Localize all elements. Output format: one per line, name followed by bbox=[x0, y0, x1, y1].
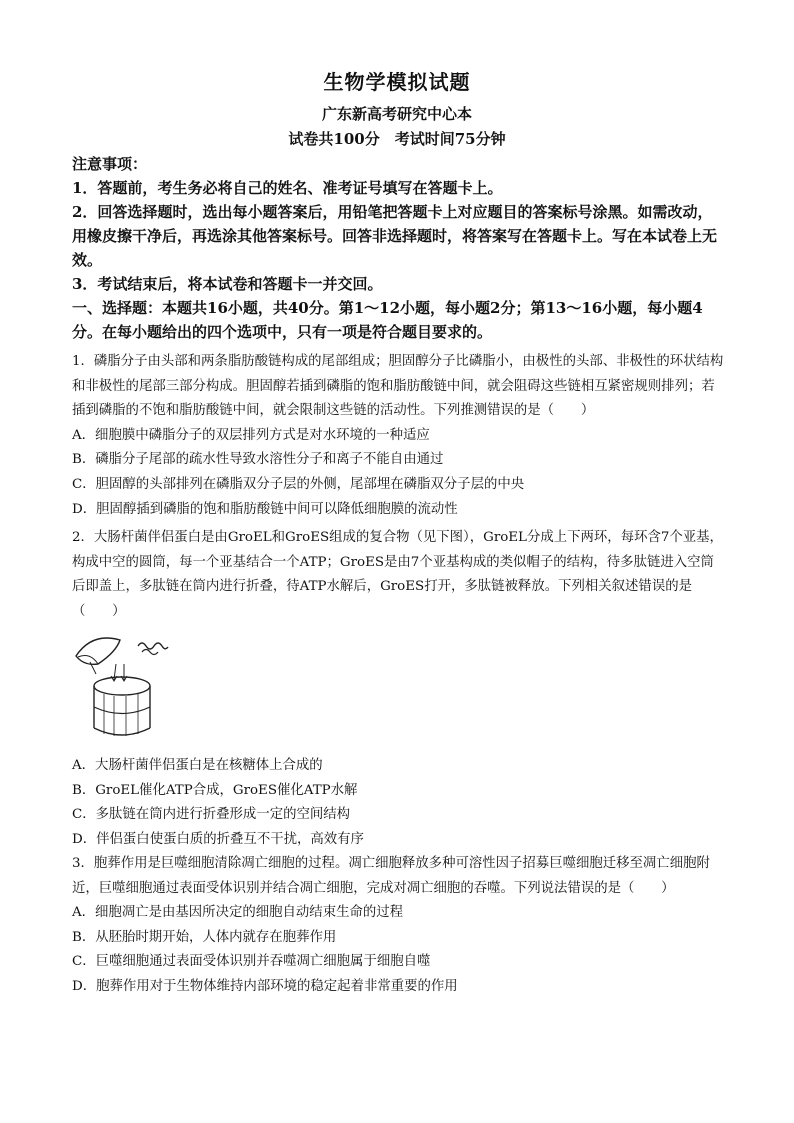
question-stem: 1．磷脂分子由头部和两条脂肪酸链构成的尾部组成；胆固醇分子比磷脂小，由极性的头部、非极性的环状结构和非极性的尾部三部分构成。胆固醇若插到磷脂的饱和脂肪酸链中间，就会阻碍这些链相互紧密规则排列；若插到磷脂的不饱和脂肪酸链中间，就会限制这些链的活动性。下列推测错误的是（ ） bbox=[72, 354, 724, 419]
exam-info: 试卷共100分 考试时间75分钟 bbox=[288, 130, 506, 148]
exam-title: 生物学模拟试题 bbox=[323, 70, 471, 94]
question-3 bbox=[72, 852, 724, 1000]
option-c: C．巨噬细胞通过表面受体识别并吞噬凋亡细胞属于细胞自噬 bbox=[72, 954, 431, 970]
question-1 bbox=[72, 350, 724, 522]
note-item: 3．考试结束后，将本试卷和答题卡一并交回。 bbox=[72, 275, 383, 293]
groel-groes-chaperonin-figure bbox=[72, 634, 182, 739]
question-2-options bbox=[72, 754, 724, 852]
question-2 bbox=[72, 526, 724, 624]
note-item: 1．答题前，考生务必将自己的姓名、准考证号填写在答题卡上。 bbox=[72, 179, 503, 197]
option-d: D．胞葬作用对于生物体维持内部环境的稳定起着非常重要的作用 bbox=[72, 978, 458, 994]
option-c: C．多肽链在筒内进行折叠形成一定的空间结构 bbox=[72, 807, 351, 823]
option-c: C．胆固醇的头部排列在磷脂双分子层的外侧，尾部埋在磷脂双分子层的中央 bbox=[72, 476, 525, 492]
question-stem: 2．大肠杆菌伴侣蛋白是由GroEL和GroES组成的复合物（见下图），GroEL分成上下两环，每环含7个亚基，构成中空的圆筒，每一个亚基结合一个ATP；GroES是由7个亚基构成的类似帽子的结构，待多肽链进入空筒后即盖上，多肽链在筒内进行折叠，待ATP水解后，GroES打开，多肽链被释放。下列相关叙述错误的是（ ） bbox=[72, 530, 723, 619]
option-b: B．磷脂分子尾部的疏水性导致水溶性分子和离子不能自由通过 bbox=[72, 452, 444, 468]
exam-organization: 广东新高考研究中心本 bbox=[321, 105, 472, 123]
option-d: D．伴侣蛋白使蛋白质的折叠互不干扰，高效有序 bbox=[72, 831, 364, 847]
option-b: B．从胚胎时期开始，人体内就存在胞葬作用 bbox=[72, 929, 337, 945]
option-a: A．大肠杆菌伴侣蛋白是在核糖体上合成的 bbox=[72, 758, 323, 773]
option-a: A．细胞凋亡是由基因所决定的细胞自动结束生命的过程 bbox=[72, 905, 404, 921]
notes-heading: 注意事项： bbox=[72, 155, 148, 173]
notes-section bbox=[72, 152, 724, 344]
question-stem: 3．胞葬作用是巨噬细胞清除凋亡细胞的过程。凋亡细胞释放多种可溶性因子招募巨噬细胞迁移至凋亡细胞附近，巨噬细胞通过表面受体识别并结合凋亡细胞，完成对凋亡细胞的吞噬。下列说法错误的是（ ） bbox=[72, 856, 710, 896]
option-b: B．GroEL催化ATP合成，GroES催化ATP水解 bbox=[72, 782, 358, 798]
option-d: D．胆固醇插到磷脂的饱和脂肪酸链中间可以降低细胞膜的流动性 bbox=[72, 501, 458, 517]
option-a: A．细胞膜中磷脂分子的双层排列方式是对水环境的一种适应 bbox=[72, 427, 430, 443]
note-item: 2．回答选择题时，选出每小题答案后，用铅笔把答题卡上对应题目的答案标号涂黑。如需改动，用橡皮擦干净后，再选涂其他答案标号。回答非选择题时，将答案写在答题卡上。写在本试卷上无效。 bbox=[72, 203, 718, 269]
section-heading: 一、选择题：本题共16小题，共40分。第1～12小题，每小题2分；第13～16小题，每小题4分。在每小题给出的四个选项中，只有一项是符合题目要求的。 bbox=[72, 299, 703, 341]
